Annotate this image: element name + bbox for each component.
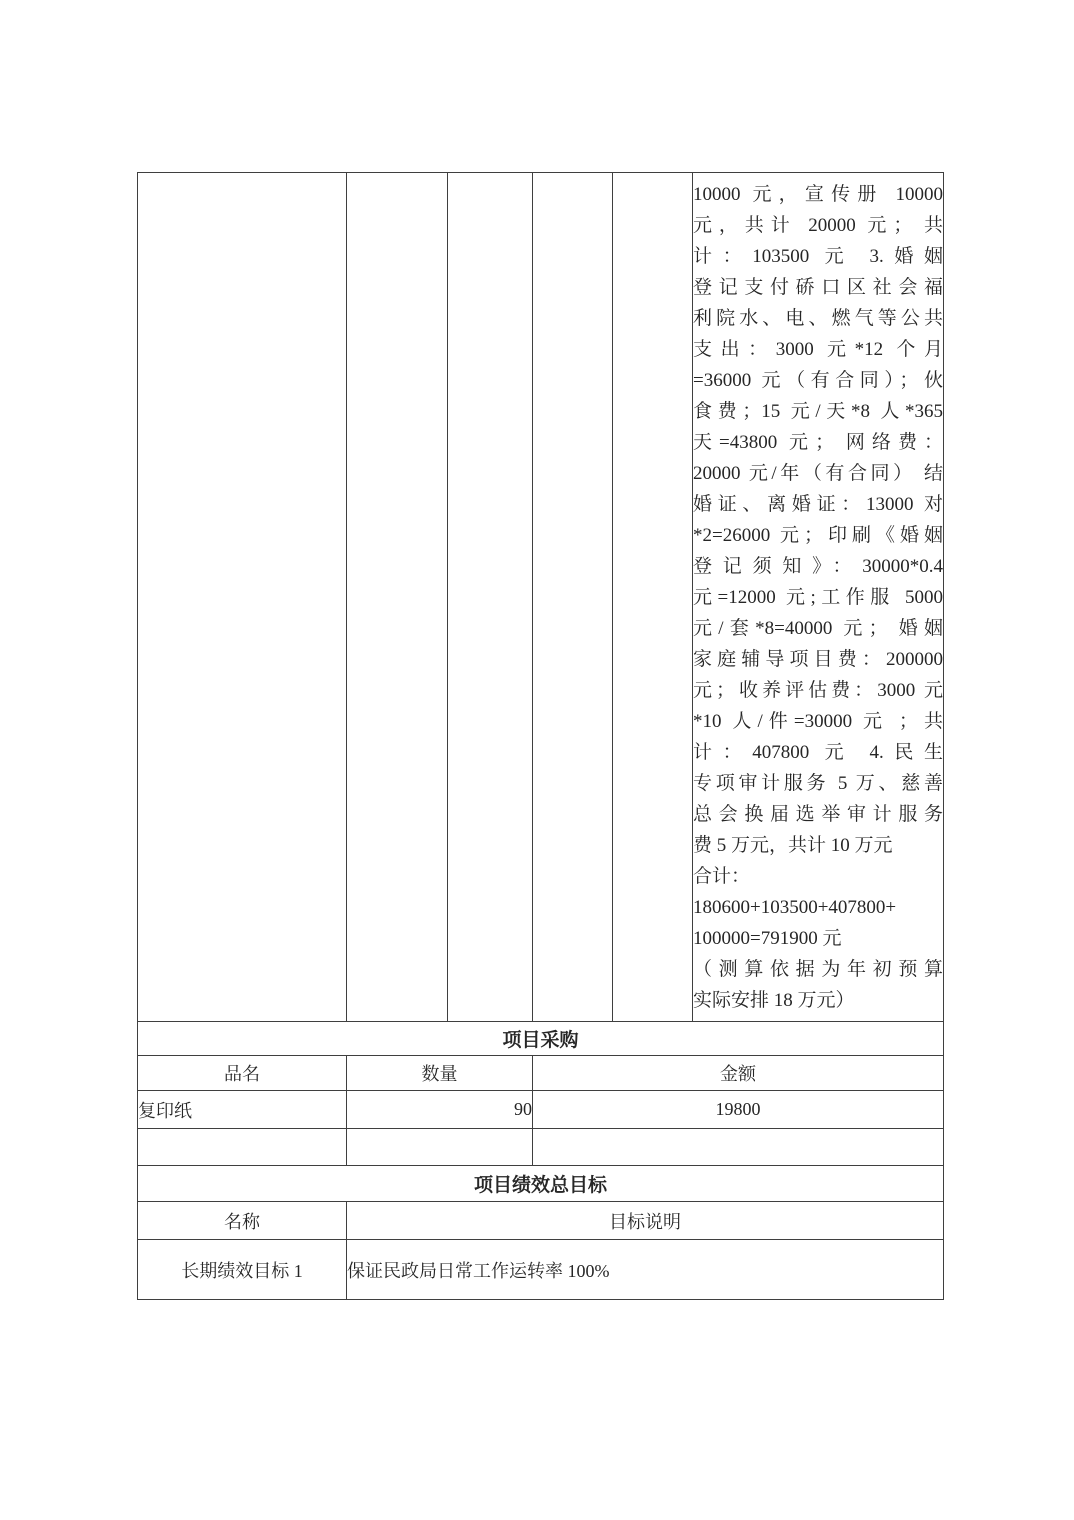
budget-detail-line: =36000 元（有合同）；伙 [693, 369, 943, 391]
budget-detail-line: 180600+103500+407800+ [693, 896, 897, 918]
table-row [138, 1240, 944, 1300]
budget-table [137, 172, 944, 1300]
performance-header-desc: 目标说明 [347, 1202, 944, 1240]
budget-detail-line: 总会换届选举审计服务 [693, 803, 943, 825]
empty-cell-3 [533, 173, 613, 1022]
table-row [138, 1091, 944, 1129]
procurement-empty-qty [347, 1129, 533, 1166]
budget-detail-line: 实际安排 18 万元） [693, 989, 855, 1011]
budget-detail-line: 支出：3000 元*12 个月 [693, 338, 943, 360]
empty-cell-2 [448, 173, 533, 1022]
budget-detail-line: 婚证、离婚证：13000 对 [693, 493, 943, 515]
procurement-empty-amount [533, 1129, 944, 1166]
procurement-item-qty: 90 [347, 1091, 533, 1129]
budget-detail-line: 元/套*8=40000 元； 婚姻 [693, 617, 943, 639]
empty-cell-1 [347, 173, 448, 1022]
procurement-header-amount: 金额 [533, 1056, 944, 1091]
budget-detail-line: *2=26000 元；印刷《婚姻 [693, 524, 943, 546]
empty-cell-project-name [138, 173, 347, 1022]
budget-detail-line: 20000 元/年（有合同） 结 [693, 462, 943, 484]
table-row [138, 1202, 944, 1240]
procurement-header-name: 品名 [138, 1056, 347, 1091]
budget-detail-line: 专项审计服务 5 万、慈善 [693, 772, 943, 794]
budget-detail-line: 元=12000 元;工作服 5000 [693, 586, 943, 608]
budget-detail-line: 元；收养评估费：3000 元 [693, 679, 943, 701]
table-row [138, 1022, 944, 1056]
performance-goal-name: 长期绩效目标 1 [138, 1240, 347, 1300]
procurement-empty-name [138, 1129, 347, 1166]
budget-detail-line: 10000 元，宣传册 10000 [693, 183, 943, 205]
budget-detail-line: 合计： [693, 865, 751, 887]
budget-detail-line: 食费；15 元/天*8 人*365 [693, 400, 943, 422]
procurement-header-qty: 数量 [347, 1056, 533, 1091]
budget-detail-line: （测算依据为年初预算 [693, 958, 943, 980]
procurement-item-amount: 19800 [533, 1091, 944, 1129]
budget-detail-line: 天=43800 元； 网络费： [693, 431, 943, 453]
budget-detail-line: 利院水、电、燃气等公共 [693, 307, 943, 329]
performance-header-name: 名称 [138, 1202, 347, 1240]
empty-cell-4 [613, 173, 693, 1022]
budget-detail-line: 计：407800 元 4.民生 [693, 741, 943, 763]
procurement-item-name: 复印纸 [138, 1091, 347, 1129]
table-row [138, 1166, 944, 1202]
budget-detail-line: 登记支付硚口区社会福 [693, 276, 943, 298]
budget-detail-cell [693, 173, 944, 1022]
budget-detail-line: 费 5 万元，共计 10 万元 [693, 834, 893, 856]
budget-detail-line: 家庭辅导项目费：200000 [693, 648, 943, 670]
performance-goal-desc: 保证民政局日常工作运转率 100% [347, 1240, 944, 1300]
budget-detail-line: *10 人/件=30000 元 ；共 [693, 710, 943, 732]
budget-detail-line: 计：103500 元 3.婚姻 [693, 245, 943, 267]
budget-detail-line: 100000=791900 元 [693, 927, 842, 949]
table-row [138, 1129, 944, 1166]
budget-detail-line: 元，共计 20000 元； 共 [693, 214, 943, 236]
budget-detail-line: 登记须知》：30000*0.4 [693, 555, 943, 577]
table-row [138, 1056, 944, 1091]
table-row [138, 173, 944, 1022]
performance-section-title: 项目绩效总目标 [138, 1166, 944, 1202]
procurement-section-title: 项目采购 [138, 1022, 944, 1056]
